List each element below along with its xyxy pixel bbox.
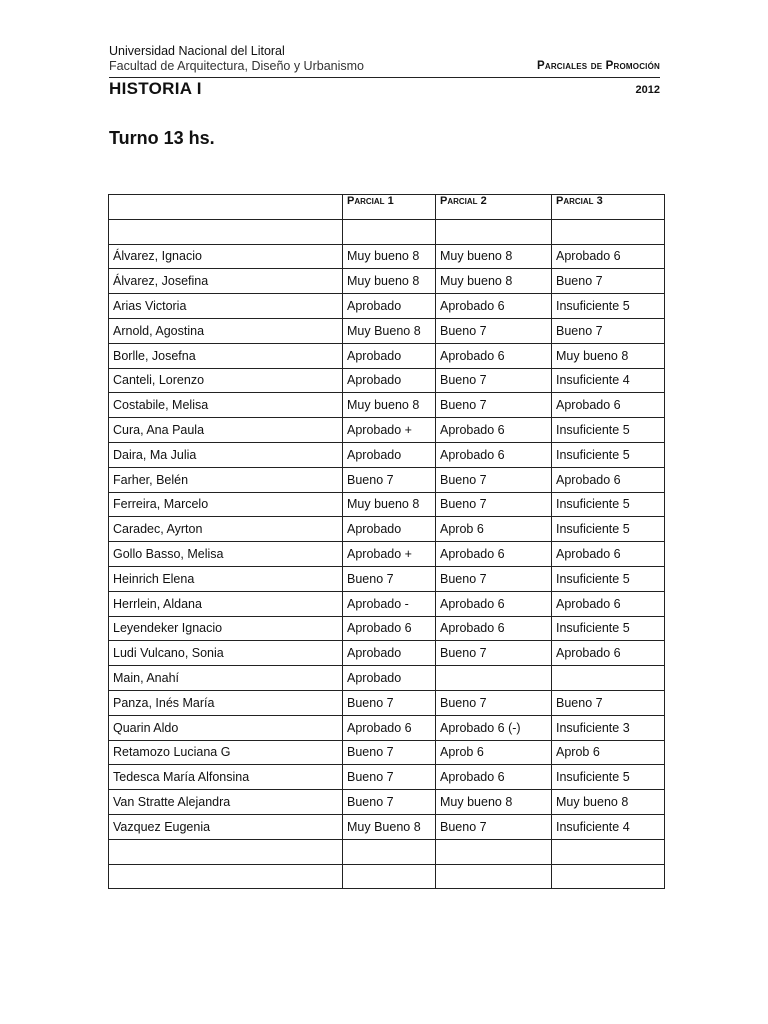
parcial-1-cell: Bueno 7 [343, 690, 436, 715]
table-row [109, 616, 665, 641]
student-name-cell: Ferreira, Marcelo [109, 492, 343, 517]
table-row [109, 318, 665, 343]
student-name-cell: Arnold, Agostina [109, 318, 343, 343]
parcial-2-cell: Aprobado 6 [436, 294, 552, 319]
parcial-3-cell: Bueno 7 [552, 690, 665, 715]
course-title: HISTORIA I [109, 79, 202, 98]
parcial-1-cell: Aprobado 6 [343, 616, 436, 641]
parcial-3-cell: Insuficiente 5 [552, 418, 665, 443]
table-row [109, 244, 665, 269]
parcial-2-cell: Bueno 7 [436, 814, 552, 839]
table-row [109, 294, 665, 319]
parcial-3-cell: Muy bueno 8 [552, 790, 665, 815]
student-name-cell: Retamozo Luciana G [109, 740, 343, 765]
parcial-3-cell: Insuficiente 5 [552, 442, 665, 467]
student-name-cell: Van Stratte Alejandra [109, 790, 343, 815]
parcial-3-cell [552, 839, 665, 864]
student-name-header [109, 195, 343, 220]
parcial-2-cell: Bueno 7 [436, 467, 552, 492]
table-row [109, 790, 665, 815]
parcial-2-header: Parcial 2 [436, 195, 552, 220]
parcial-2-cell [436, 219, 552, 244]
student-name-cell: Main, Anahí [109, 666, 343, 691]
parcial-2-cell: Bueno 7 [436, 393, 552, 418]
parcial-2-cell: Muy bueno 8 [436, 244, 552, 269]
parcial-3-cell: Aprobado 6 [552, 244, 665, 269]
parcial-3-cell: Insuficiente 5 [552, 765, 665, 790]
year: 2012 [635, 84, 660, 96]
parcial-3-cell: Bueno 7 [552, 269, 665, 294]
parcial-3-cell: Insuficiente 3 [552, 715, 665, 740]
parcial-1-header: Parcial 1 [343, 195, 436, 220]
parcial-1-cell: Aprobado - [343, 591, 436, 616]
student-name-cell [109, 864, 343, 889]
parcial-1-cell: Bueno 7 [343, 566, 436, 591]
parcial-3-cell: Insuficiente 5 [552, 566, 665, 591]
student-name-cell: Borlle, Josefna [109, 343, 343, 368]
table-row [109, 492, 665, 517]
parcial-1-cell [343, 219, 436, 244]
student-name-cell: Caradec, Ayrton [109, 517, 343, 542]
parcial-1-cell: Muy bueno 8 [343, 492, 436, 517]
table-row [109, 715, 665, 740]
parcial-2-cell: Aprob 6 [436, 517, 552, 542]
parcial-3-cell [552, 219, 665, 244]
parcial-2-cell: Muy bueno 8 [436, 269, 552, 294]
parcial-2-cell: Aprobado 6 [436, 418, 552, 443]
parcial-3-cell: Aprobado 6 [552, 641, 665, 666]
table-row [109, 591, 665, 616]
student-name-cell: Canteli, Lorenzo [109, 368, 343, 393]
parcial-2-cell: Aprobado 6 [436, 591, 552, 616]
student-name-cell: Herrlein, Aldana [109, 591, 343, 616]
parcial-2-cell: Muy bueno 8 [436, 790, 552, 815]
table-row [109, 839, 665, 864]
parcial-1-cell [343, 864, 436, 889]
student-name-cell: Costabile, Melisa [109, 393, 343, 418]
parcial-1-cell: Muy bueno 8 [343, 269, 436, 294]
institution-name: Universidad Nacional del Litoral [109, 44, 285, 58]
parcial-3-cell: Aprobado 6 [552, 542, 665, 567]
table-row [109, 542, 665, 567]
parcial-1-cell: Muy bueno 8 [343, 244, 436, 269]
parcial-1-cell: Muy Bueno 8 [343, 814, 436, 839]
table-row [109, 690, 665, 715]
table-row [109, 368, 665, 393]
student-name-cell [109, 839, 343, 864]
parcial-1-cell: Bueno 7 [343, 765, 436, 790]
faculty-name: Facultad de Arquitectura, Diseño y Urbanismo [109, 59, 364, 73]
table-row [109, 517, 665, 542]
parcial-2-cell: Bueno 7 [436, 492, 552, 517]
parcial-2-cell: Bueno 7 [436, 690, 552, 715]
table-row [109, 467, 665, 492]
parcial-1-cell: Aprobado [343, 343, 436, 368]
table-row [109, 566, 665, 591]
parcial-1-cell: Muy bueno 8 [343, 393, 436, 418]
parcial-2-cell: Aprobado 6 (-) [436, 715, 552, 740]
student-name-cell: Tedesca María Alfonsina [109, 765, 343, 790]
parcial-3-cell: Aprob 6 [552, 740, 665, 765]
table-row [109, 864, 665, 889]
parcial-2-cell: Bueno 7 [436, 318, 552, 343]
parcial-2-cell: Aprobado 6 [436, 442, 552, 467]
student-name-cell: Leyendeker Ignacio [109, 616, 343, 641]
parcial-1-cell: Muy Bueno 8 [343, 318, 436, 343]
parcial-1-cell: Bueno 7 [343, 740, 436, 765]
table-row [109, 418, 665, 443]
table-body [109, 219, 665, 889]
student-name-cell [109, 219, 343, 244]
student-name-cell: Farher, Belén [109, 467, 343, 492]
parcial-3-cell: Aprobado 6 [552, 591, 665, 616]
parcial-2-cell: Bueno 7 [436, 641, 552, 666]
parcial-1-cell: Bueno 7 [343, 790, 436, 815]
document-header [109, 44, 660, 98]
student-name-cell: Arias Victoria [109, 294, 343, 319]
student-name-cell: Daira, Ma Julia [109, 442, 343, 467]
student-name-cell: Gollo Basso, Melisa [109, 542, 343, 567]
grades-table [108, 194, 665, 889]
turno-heading: Turno 13 hs. [109, 128, 215, 148]
parcial-3-cell: Bueno 7 [552, 318, 665, 343]
parcial-1-cell: Aprobado [343, 442, 436, 467]
student-name-cell: Álvarez, Ignacio [109, 244, 343, 269]
student-name-cell: Heinrich Elena [109, 566, 343, 591]
parcial-1-cell: Aprobado [343, 294, 436, 319]
parcial-3-cell: Insuficiente 5 [552, 616, 665, 641]
parcial-3-cell: Insuficiente 5 [552, 492, 665, 517]
student-name-cell: Ludi Vulcano, Sonia [109, 641, 343, 666]
parcial-1-cell: Aprobado [343, 368, 436, 393]
parcial-1-cell: Aprobado + [343, 418, 436, 443]
parcial-1-cell [343, 839, 436, 864]
header-rule [109, 77, 660, 78]
parcial-1-cell: Aprobado [343, 517, 436, 542]
table-header-row [109, 195, 665, 220]
parcial-2-cell [436, 864, 552, 889]
parcial-2-cell [436, 839, 552, 864]
document-kind: Parciales de Promoción [536, 60, 660, 72]
parcial-1-cell: Aprobado + [343, 542, 436, 567]
parcial-1-cell: Bueno 7 [343, 467, 436, 492]
parcial-3-cell: Insuficiente 4 [552, 814, 665, 839]
parcial-2-cell: Aprobado 6 [436, 542, 552, 567]
parcial-2-cell: Aprobado 6 [436, 343, 552, 368]
table-row [109, 219, 665, 244]
parcial-3-header: Parcial 3 [552, 195, 665, 220]
parcial-2-cell: Aprob 6 [436, 740, 552, 765]
parcial-1-cell: Aprobado [343, 666, 436, 691]
table-row [109, 343, 665, 368]
table-row [109, 814, 665, 839]
parcial-2-cell: Bueno 7 [436, 368, 552, 393]
table-row [109, 442, 665, 467]
table-row [109, 666, 665, 691]
parcial-1-cell: Aprobado 6 [343, 715, 436, 740]
parcial-3-cell: Insuficiente 5 [552, 294, 665, 319]
parcial-2-cell: Bueno 7 [436, 566, 552, 591]
parcial-2-cell: Aprobado 6 [436, 616, 552, 641]
parcial-3-cell: Aprobado 6 [552, 393, 665, 418]
student-name-cell: Cura, Ana Paula [109, 418, 343, 443]
parcial-3-cell [552, 864, 665, 889]
parcial-1-cell: Aprobado [343, 641, 436, 666]
student-name-cell: Quarin Aldo [109, 715, 343, 740]
table-row [109, 641, 665, 666]
student-name-cell: Álvarez, Josefina [109, 269, 343, 294]
parcial-3-cell: Insuficiente 4 [552, 368, 665, 393]
parcial-3-cell: Insuficiente 5 [552, 517, 665, 542]
student-name-cell: Panza, Inés María [109, 690, 343, 715]
parcial-3-cell: Aprobado 6 [552, 467, 665, 492]
table-row [109, 765, 665, 790]
parcial-3-cell [552, 666, 665, 691]
parcial-3-cell: Muy bueno 8 [552, 343, 665, 368]
table-row [109, 269, 665, 294]
student-name-cell: Vazquez Eugenia [109, 814, 343, 839]
parcial-2-cell [436, 666, 552, 691]
parcial-2-cell: Aprobado 6 [436, 765, 552, 790]
table-row [109, 740, 665, 765]
table-row [109, 393, 665, 418]
